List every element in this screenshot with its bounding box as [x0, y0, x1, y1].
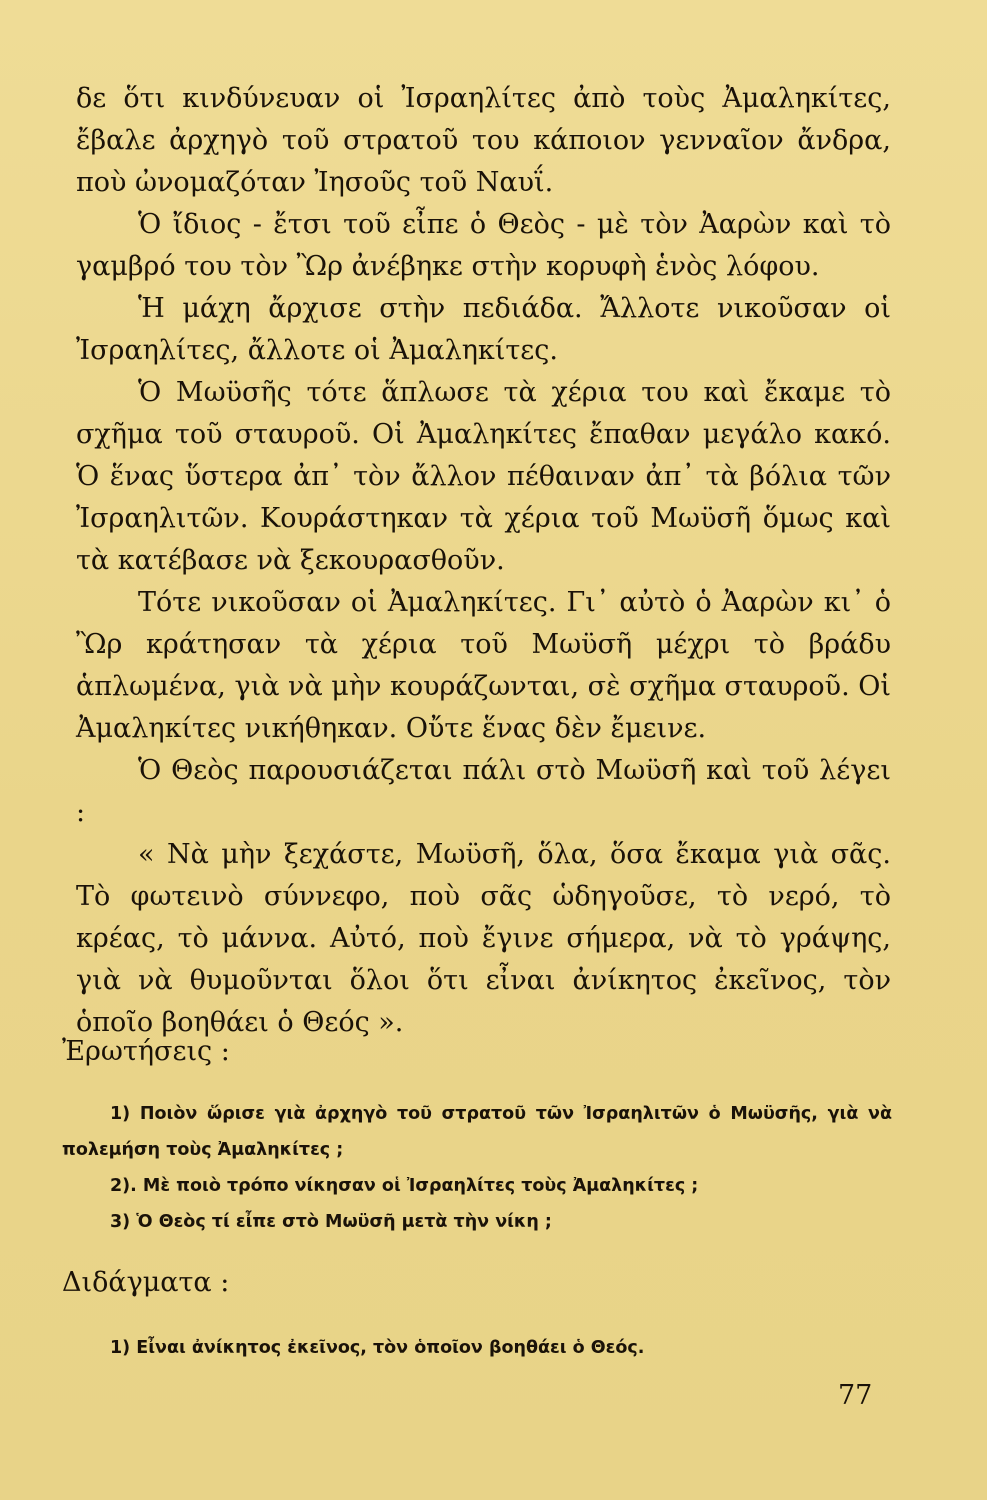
question-item: 2). Μὲ ποιὸ τρόπο νίκησαν οἱ Ἰσραηλίτες τοὺς Ἀμαληκίτες ;: [110, 1176, 699, 1196]
paragraph-continuation: δε ὅτι κινδύνευαν οἱ Ἰσραηλίτες ἀπὸ τοὺς Ἀμαληκίτες, ἔβαλε ἀρχηγὸ τοῦ στρατοῦ του κάποιον γενναῖον ἄνδρα, ποὺ ὠνομαζόταν Ἰησοῦς τοῦ Ναυΐ.: [76, 83, 891, 198]
lessons-heading: Διδάγματα :: [62, 1267, 230, 1298]
page-number: 77: [838, 1380, 873, 1411]
question-item: 1) Ποιὸν ὥρισε γιὰ ἀρχηγὸ τοῦ στρατοῦ τῶν Ἰσραηλιτῶν ὁ Μωϋσῆς, γιὰ νὰ πολεμήση τοὺς Ἀμαληκίτες ;: [62, 1104, 892, 1160]
paragraph: Ὁ ἴδιος - ἔτσι τοῦ εἶπε ὁ Θεὸς - μὲ τὸν Ἀαρὼν καὶ τὸ γαμβρό του τὸν Ὢρ ἀνέβηκε στὴν κορυφὴ ἑνὸς λόφου.: [76, 209, 891, 282]
question-item: 3) Ὁ Θεὸς τί εἶπε στὸ Μωϋσῆ μετὰ τὴν νίκη ;: [110, 1212, 552, 1232]
paragraph: Ὁ Θεὸς παρουσιάζεται πάλι στὸ Μωϋσῆ καὶ τοῦ λέγει :: [76, 755, 891, 828]
paragraph: Ὁ Μωϋσῆς τότε ἅπλωσε τὰ χέρια του καὶ ἔκαμε τὸ σχῆμα τοῦ σταυροῦ. Οἱ Ἀμαληκίτες ἔπαθαν μεγάλο κακό. Ὁ ἕνας ὕστερα ἀπ᾽ τὸν ἄλλον πέθαιναν ἀπ᾽ τὰ βόλια τῶν Ἰσραηλιτῶν. Κουράστηκαν τὰ χέρια τοῦ Μωϋσῆ ὅμως καὶ τὰ κατέβασε νὰ ξεκουρασθοῦν.: [76, 377, 891, 576]
paragraph-quote: « Νὰ μὴν ξεχάστε, Μωϋσῆ, ὅλα, ὅσα ἔκαμα γιὰ σᾶς. Τὸ φωτεινὸ σύννεφο, ποὺ σᾶς ὡδηγοῦσε, τὸ νερό, τὸ κρέας, τὸ μάννα. Αὐτό, ποὺ ἔγινε σήμερα, νὰ τὸ γράψης, γιὰ νὰ θυμοῦνται ὅλοι ὅτι εἶναι ἀνίκητος ἐκεῖνος, τὸν ὁποῖο βοηθάει ὁ Θεός ».: [76, 839, 891, 1038]
main-text: [76, 78, 891, 1044]
lessons-list: [110, 1330, 890, 1366]
lesson-item: 1) Εἶναι ἀνίκητος ἐκεῖνος, τὸν ὁποῖον βοηθάει ὁ Θεός.: [110, 1338, 645, 1358]
questions-heading: Ἐρωτήσεις :: [62, 1036, 230, 1067]
paragraph: Τότε νικοῦσαν οἱ Ἀμαληκίτες. Γι᾽ αὐτὸ ὁ Ἀαρὼν κι᾽ ὁ Ὢρ κράτησαν τὰ χέρια τοῦ Μωϋσῆ μέχρι τὸ βράδυ ἁπλωμένα, γιὰ νὰ μὴν κουράζωνται, σὲ σχῆμα σταυροῦ. Οἱ Ἀμαληκίτες νικήθηκαν. Οὔτε ἕνας δὲν ἔμεινε.: [76, 587, 891, 744]
questions-list: [62, 1096, 892, 1240]
paragraph: Ἡ μάχη ἄρχισε στὴν πεδιάδα. Ἄλλοτε νικοῦσαν οἱ Ἰσραηλίτες, ἄλλοτε οἱ Ἀμαληκίτες.: [76, 293, 891, 366]
